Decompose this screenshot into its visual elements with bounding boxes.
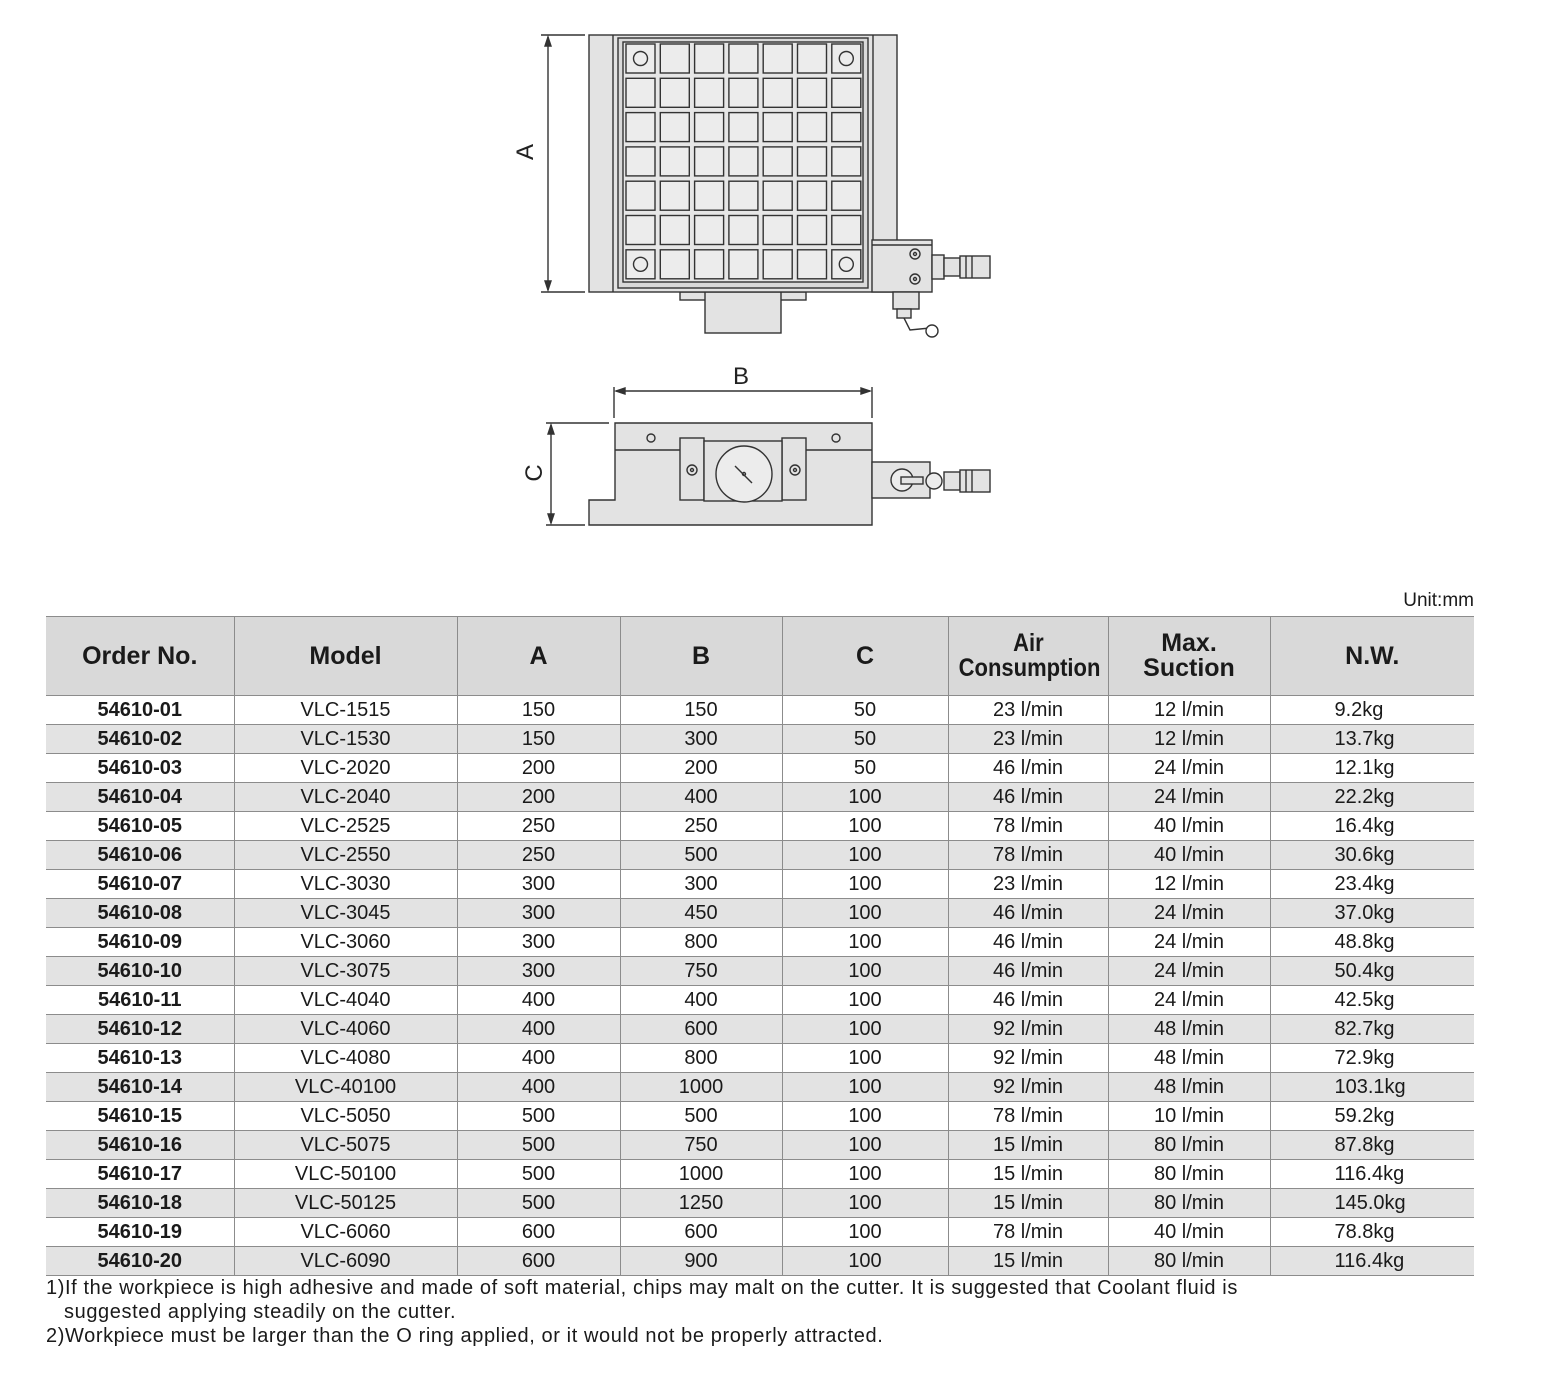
cell-order: 54610-16 xyxy=(46,1131,234,1160)
cell-b: 1000 xyxy=(620,1160,782,1189)
dim-label-a: A xyxy=(512,143,539,161)
table-row xyxy=(46,696,1474,725)
cell-air: 15 l/min xyxy=(948,1131,1108,1160)
cell-c: 100 xyxy=(782,841,948,870)
cell-a: 200 xyxy=(457,754,620,783)
cell-nw: 59.2kg xyxy=(1270,1102,1474,1131)
cell-air: 78 l/min xyxy=(948,1102,1108,1131)
cell-suction: 48 l/min xyxy=(1108,1015,1270,1044)
cell-nw: 87.8kg xyxy=(1270,1131,1474,1160)
cell-a: 600 xyxy=(457,1218,620,1247)
cell-nw: 50.4kg xyxy=(1270,957,1474,986)
table-row xyxy=(46,725,1474,754)
table-row xyxy=(46,870,1474,899)
cell-a: 500 xyxy=(457,1102,620,1131)
cell-order: 54610-06 xyxy=(46,841,234,870)
cell-air: 46 l/min xyxy=(948,986,1108,1015)
cell-order: 54610-05 xyxy=(46,812,234,841)
cell-model: VLC-6090 xyxy=(234,1247,457,1276)
cell-air: 78 l/min xyxy=(948,1218,1108,1247)
cell-model: VLC-2040 xyxy=(234,783,457,812)
cell-suction: 80 l/min xyxy=(1108,1160,1270,1189)
cell-model: VLC-2020 xyxy=(234,754,457,783)
dim-label-c: C xyxy=(521,464,548,482)
cell-a: 300 xyxy=(457,899,620,928)
product-drawing xyxy=(0,0,1542,560)
cell-a: 500 xyxy=(457,1131,620,1160)
cell-model: VLC-3075 xyxy=(234,957,457,986)
note-1-line-1: 1)If the workpiece is high adhesive and made of soft material, chips may malt on the cutter. It is suggested that Coolant fluid is xyxy=(46,1277,1238,1299)
cell-order: 54610-11 xyxy=(46,986,234,1015)
table-row xyxy=(46,1189,1474,1218)
cell-order: 54610-15 xyxy=(46,1102,234,1131)
cell-order: 54610-12 xyxy=(46,1015,234,1044)
cell-model: VLC-3060 xyxy=(234,928,457,957)
cell-c: 100 xyxy=(782,899,948,928)
cell-air: 92 l/min xyxy=(948,1015,1108,1044)
cell-b: 500 xyxy=(620,1102,782,1131)
cell-a: 150 xyxy=(457,696,620,725)
cell-c: 100 xyxy=(782,957,948,986)
cell-b: 200 xyxy=(620,754,782,783)
header-air-line2: Consumption xyxy=(958,654,1100,682)
table-row xyxy=(46,1247,1474,1276)
header-c: C xyxy=(782,617,948,696)
header-max-suction xyxy=(1108,617,1270,696)
cell-c: 50 xyxy=(782,754,948,783)
cell-nw: 116.4kg xyxy=(1270,1160,1474,1189)
cell-a: 500 xyxy=(457,1160,620,1189)
cell-model: VLC-2550 xyxy=(234,841,457,870)
cell-model: VLC-50100 xyxy=(234,1160,457,1189)
cell-c: 100 xyxy=(782,1218,948,1247)
cell-model: VLC-50125 xyxy=(234,1189,457,1218)
header-b: B xyxy=(620,617,782,696)
cell-c: 100 xyxy=(782,928,948,957)
cell-c: 100 xyxy=(782,1160,948,1189)
cell-model: VLC-1530 xyxy=(234,725,457,754)
table-row xyxy=(46,957,1474,986)
cell-c: 100 xyxy=(782,1073,948,1102)
cell-air: 46 l/min xyxy=(948,783,1108,812)
cell-model: VLC-6060 xyxy=(234,1218,457,1247)
table-row xyxy=(46,841,1474,870)
cell-suction: 24 l/min xyxy=(1108,928,1270,957)
cell-model: VLC-1515 xyxy=(234,696,457,725)
cell-a: 400 xyxy=(457,1073,620,1102)
cell-c: 100 xyxy=(782,986,948,1015)
cell-nw: 30.6kg xyxy=(1270,841,1474,870)
dim-label-b: B xyxy=(732,363,750,390)
unit-label: Unit:mm xyxy=(1403,590,1474,611)
cell-a: 150 xyxy=(457,725,620,754)
cell-order: 54610-03 xyxy=(46,754,234,783)
table-row xyxy=(46,1131,1474,1160)
cell-air: 15 l/min xyxy=(948,1247,1108,1276)
cell-order: 54610-10 xyxy=(46,957,234,986)
cell-suction: 80 l/min xyxy=(1108,1131,1270,1160)
cell-suction: 48 l/min xyxy=(1108,1044,1270,1073)
cell-c: 100 xyxy=(782,1044,948,1073)
cell-a: 300 xyxy=(457,957,620,986)
cell-order: 54610-18 xyxy=(46,1189,234,1218)
cell-suction: 24 l/min xyxy=(1108,754,1270,783)
cell-air: 23 l/min xyxy=(948,870,1108,899)
cell-suction: 48 l/min xyxy=(1108,1073,1270,1102)
cell-suction: 24 l/min xyxy=(1108,899,1270,928)
table-header-row xyxy=(46,617,1474,696)
cell-nw: 9.2kg xyxy=(1270,696,1474,725)
cell-b: 300 xyxy=(620,870,782,899)
top-view xyxy=(541,35,990,337)
cell-b: 400 xyxy=(620,783,782,812)
note-2: 2)Workpiece must be larger than the O ring applied, or it would not be properly attracted. xyxy=(46,1325,884,1347)
cell-suction: 12 l/min xyxy=(1108,696,1270,725)
cell-order: 54610-01 xyxy=(46,696,234,725)
cell-nw: 145.0kg xyxy=(1270,1189,1474,1218)
cell-suction: 24 l/min xyxy=(1108,783,1270,812)
cell-suction: 80 l/min xyxy=(1108,1189,1270,1218)
table-row xyxy=(46,754,1474,783)
cell-air: 23 l/min xyxy=(948,725,1108,754)
cell-model: VLC-4060 xyxy=(234,1015,457,1044)
cell-model: VLC-40100 xyxy=(234,1073,457,1102)
note-1-line-2: suggested applying steadily on the cutter. xyxy=(64,1301,457,1323)
cell-order: 54610-04 xyxy=(46,783,234,812)
cell-model: VLC-4080 xyxy=(234,1044,457,1073)
table-row xyxy=(46,1160,1474,1189)
cell-air: 92 l/min xyxy=(948,1044,1108,1073)
table-row xyxy=(46,899,1474,928)
cell-b: 300 xyxy=(620,725,782,754)
cell-b: 500 xyxy=(620,841,782,870)
cell-c: 100 xyxy=(782,870,948,899)
cell-nw: 22.2kg xyxy=(1270,783,1474,812)
cell-b: 600 xyxy=(620,1015,782,1044)
cell-order: 54610-13 xyxy=(46,1044,234,1073)
table-row xyxy=(46,783,1474,812)
header-a: A xyxy=(457,617,620,696)
cell-c: 50 xyxy=(782,725,948,754)
cell-a: 300 xyxy=(457,870,620,899)
cell-b: 250 xyxy=(620,812,782,841)
cell-order: 54610-17 xyxy=(46,1160,234,1189)
table-row xyxy=(46,986,1474,1015)
cell-c: 100 xyxy=(782,1247,948,1276)
cell-model: VLC-5050 xyxy=(234,1102,457,1131)
table-row xyxy=(46,1102,1474,1131)
cell-air: 15 l/min xyxy=(948,1160,1108,1189)
cell-air: 78 l/min xyxy=(948,812,1108,841)
table-row xyxy=(46,928,1474,957)
cell-nw: 82.7kg xyxy=(1270,1015,1474,1044)
cell-nw: 23.4kg xyxy=(1270,870,1474,899)
cell-suction: 40 l/min xyxy=(1108,1218,1270,1247)
cell-c: 100 xyxy=(782,1015,948,1044)
cell-air: 46 l/min xyxy=(948,899,1108,928)
cell-order: 54610-14 xyxy=(46,1073,234,1102)
cell-air: 92 l/min xyxy=(948,1073,1108,1102)
cell-a: 400 xyxy=(457,1015,620,1044)
cell-b: 150 xyxy=(620,696,782,725)
cell-nw: 13.7kg xyxy=(1270,725,1474,754)
cell-c: 100 xyxy=(782,1102,948,1131)
cell-model: VLC-5075 xyxy=(234,1131,457,1160)
cell-nw: 48.8kg xyxy=(1270,928,1474,957)
spec-table xyxy=(46,616,1474,1276)
cell-b: 1000 xyxy=(620,1073,782,1102)
table-row xyxy=(46,1073,1474,1102)
cell-b: 400 xyxy=(620,986,782,1015)
cell-order: 54610-09 xyxy=(46,928,234,957)
cell-suction: 80 l/min xyxy=(1108,1247,1270,1276)
header-suction-line2: Suction xyxy=(1143,654,1235,682)
cell-air: 46 l/min xyxy=(948,754,1108,783)
cell-air: 78 l/min xyxy=(948,841,1108,870)
cell-a: 400 xyxy=(457,986,620,1015)
cell-order: 54610-19 xyxy=(46,1218,234,1247)
header-model: Model xyxy=(234,617,457,696)
side-view xyxy=(546,387,990,525)
header-nw: N.W. xyxy=(1270,617,1474,696)
cell-order: 54610-02 xyxy=(46,725,234,754)
cell-suction: 24 l/min xyxy=(1108,957,1270,986)
cell-nw: 116.4kg xyxy=(1270,1247,1474,1276)
cell-c: 100 xyxy=(782,1189,948,1218)
header-order-no: Order No. xyxy=(46,617,234,696)
cell-air: 46 l/min xyxy=(948,928,1108,957)
cell-order: 54610-08 xyxy=(46,899,234,928)
cell-a: 400 xyxy=(457,1044,620,1073)
cell-suction: 10 l/min xyxy=(1108,1102,1270,1131)
cell-c: 50 xyxy=(782,696,948,725)
cell-c: 100 xyxy=(782,1131,948,1160)
cell-model: VLC-3030 xyxy=(234,870,457,899)
cell-a: 600 xyxy=(457,1247,620,1276)
cell-order: 54610-07 xyxy=(46,870,234,899)
cell-suction: 40 l/min xyxy=(1108,841,1270,870)
table-row xyxy=(46,1218,1474,1247)
cell-nw: 103.1kg xyxy=(1270,1073,1474,1102)
cell-air: 23 l/min xyxy=(948,696,1108,725)
cell-model: VLC-3045 xyxy=(234,899,457,928)
table-row xyxy=(46,812,1474,841)
cell-suction: 12 l/min xyxy=(1108,870,1270,899)
cell-nw: 72.9kg xyxy=(1270,1044,1474,1073)
cell-model: VLC-2525 xyxy=(234,812,457,841)
header-suction-line1: Max. xyxy=(1161,629,1217,657)
cell-c: 100 xyxy=(782,783,948,812)
header-air-consumption xyxy=(948,617,1108,696)
cell-a: 500 xyxy=(457,1189,620,1218)
cell-nw: 16.4kg xyxy=(1270,812,1474,841)
cell-nw: 37.0kg xyxy=(1270,899,1474,928)
table-row xyxy=(46,1015,1474,1044)
cell-model: VLC-4040 xyxy=(234,986,457,1015)
cell-a: 300 xyxy=(457,928,620,957)
cell-b: 450 xyxy=(620,899,782,928)
cell-a: 250 xyxy=(457,812,620,841)
header-air-line1: Air xyxy=(1012,629,1044,657)
cell-nw: 42.5kg xyxy=(1270,986,1474,1015)
cell-air: 46 l/min xyxy=(948,957,1108,986)
table-row xyxy=(46,1044,1474,1073)
cell-order: 54610-20 xyxy=(46,1247,234,1276)
cell-a: 200 xyxy=(457,783,620,812)
notes xyxy=(46,1276,1506,1348)
cell-b: 800 xyxy=(620,1044,782,1073)
cell-b: 600 xyxy=(620,1218,782,1247)
cell-b: 750 xyxy=(620,957,782,986)
cell-a: 250 xyxy=(457,841,620,870)
cell-c: 100 xyxy=(782,812,948,841)
cell-nw: 78.8kg xyxy=(1270,1218,1474,1247)
cell-b: 800 xyxy=(620,928,782,957)
cell-b: 750 xyxy=(620,1131,782,1160)
cell-nw: 12.1kg xyxy=(1270,754,1474,783)
cell-suction: 24 l/min xyxy=(1108,986,1270,1015)
cell-air: 15 l/min xyxy=(948,1189,1108,1218)
cell-b: 1250 xyxy=(620,1189,782,1218)
cell-suction: 40 l/min xyxy=(1108,812,1270,841)
cell-suction: 12 l/min xyxy=(1108,725,1270,754)
cell-b: 900 xyxy=(620,1247,782,1276)
